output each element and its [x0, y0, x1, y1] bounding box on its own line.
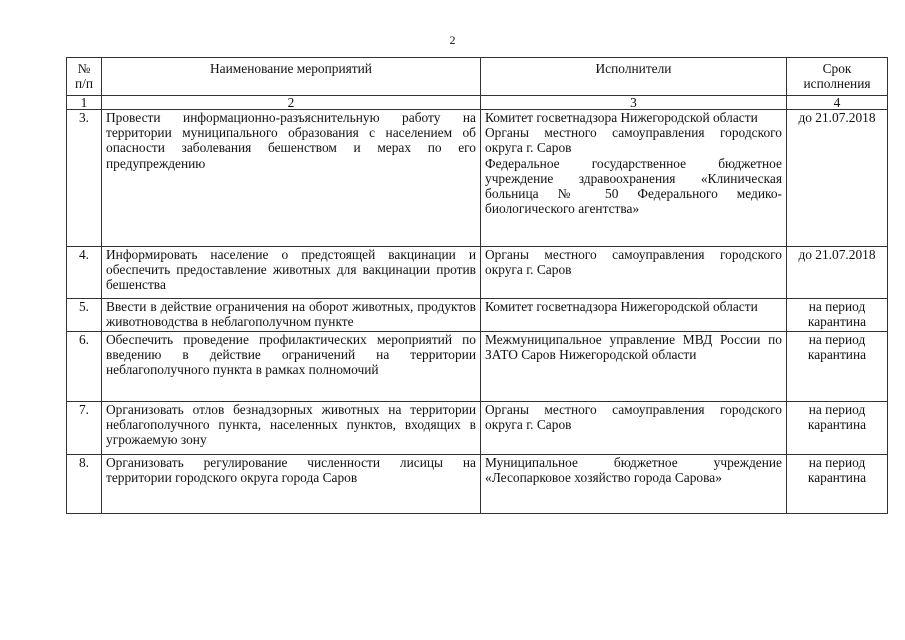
- executors-cell: [481, 332, 787, 402]
- column-number: 4: [787, 96, 888, 110]
- table-row: [67, 402, 888, 455]
- row-number: 5.: [67, 299, 102, 332]
- header-num: № п/п: [67, 58, 102, 96]
- row-number: 7.: [67, 402, 102, 455]
- row-number: 6.: [67, 332, 102, 402]
- executor: Органы местного самоуправления городского округа г. Саров: [485, 402, 782, 433]
- table-row: [67, 247, 888, 299]
- executors-cell: [481, 402, 787, 455]
- measure-name: Информировать население о предстоящей вакцинации и обеспечить предоставление животных для вакцинации против бешенства: [102, 247, 481, 299]
- measure-name: Ввести в действие ограничения на оборот животных, продуктов животноводства в неблагополучном пункте: [102, 299, 481, 332]
- executors-cell: [481, 247, 787, 299]
- executors-cell: [481, 455, 787, 514]
- table-row: [67, 455, 888, 514]
- term: на период карантина: [787, 332, 888, 402]
- measures-table: [66, 57, 888, 514]
- row-number: 3.: [67, 110, 102, 247]
- term: до 21.07.2018: [787, 110, 888, 247]
- term: на период карантина: [787, 402, 888, 455]
- table-row: [67, 299, 888, 332]
- executor: Муниципальное бюджетное учреждение «Лесопарковое хозяйство города Сарова»: [485, 455, 782, 486]
- column-number: 2: [102, 96, 481, 110]
- executor: Органы местного самоуправления городского округа г. Саров: [485, 125, 782, 156]
- table-row: [67, 332, 888, 402]
- executors-cell: [481, 299, 787, 332]
- term: до 21.07.2018: [787, 247, 888, 299]
- column-number-row: [67, 96, 888, 110]
- header-executors: Исполнители: [481, 58, 787, 96]
- table-header-row: [67, 58, 888, 96]
- table-row: [67, 110, 888, 247]
- header-term: Срок исполнения: [787, 58, 888, 96]
- executor: Федеральное государственное бюджетное учреждение здравоохранения «Клиническая больница № 50 Федерального медико-биологического агентства»: [485, 155, 782, 217]
- row-number: 4.: [67, 247, 102, 299]
- header-name: Наименование мероприятий: [102, 58, 481, 96]
- column-number: 3: [481, 96, 787, 110]
- term: на период карантина: [787, 455, 888, 514]
- executors-cell: [481, 110, 787, 247]
- page-number: 2: [449, 33, 456, 47]
- measure-name: Обеспечить проведение профилактических мероприятий по введению в действие ограничений на территории неблагополучного пункта в рамках полномочий: [102, 332, 481, 402]
- measure-name: Организовать отлов безнадзорных животных на территории неблагополучного пункта, населенных пунктов, входящих в угрожаемую зону: [102, 402, 481, 455]
- executor: Комитет госветнадзора Нижегородской области: [485, 299, 758, 314]
- row-number: 8.: [67, 455, 102, 514]
- column-number: 1: [67, 96, 102, 110]
- term: на период карантина: [787, 299, 888, 332]
- measure-name: Организовать регулирование численности лисицы на территории городского округа города Саров: [102, 455, 481, 514]
- executor: Органы местного самоуправления городского округа г. Саров: [485, 247, 782, 278]
- measure-name: Провести информационно-разъяснительную работу на территории муниципального образования с населением об опасности заболевания бешенством и мерах по его предупреждению: [102, 110, 481, 247]
- executor: Межмуниципальное управление МВД России по ЗАТО Саров Нижегородской области: [485, 332, 782, 363]
- executor: Комитет госветнадзора Нижегородской области: [485, 110, 758, 125]
